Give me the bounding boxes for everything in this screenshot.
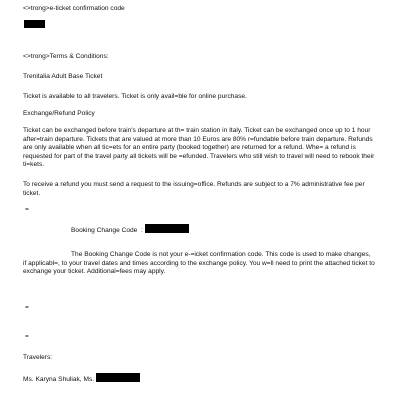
exchange-policy-text: Ticket can be exchanged before train's departure at th= train station in Italy. Ticket can be exchanged once up to 1 hour after=train departure. Tickets that are valued at more than 10 Euros are 80% r=fundable before train departure. Refunds are only available when all tic=ets for an entire party (booked together) are returned for a refund. Whe= a refund is requested for part of the travel party all tickets will be =efunded. Travelers who still wish to travel will need to rebook their ti=kets.: [23, 127, 375, 169]
availability-text: Ticket is available to all travelers. Ticket is only avail=ble for online purchase.: [23, 93, 247, 100]
travelers-names: Ms. Karyna Shuliak, Ms.: [23, 376, 95, 383]
marker-3: =: [25, 333, 29, 340]
booking-change-code-label: Booking Change Code :: [71, 227, 143, 234]
travelers-heading: Travelers:: [23, 354, 53, 361]
refund-text: To receive a refund you must send a request to the issuing=office. Refunds are subject to a 7% administrative fee per ticket.: [23, 181, 365, 197]
terms-heading: <>trong>Terms & Conditions:: [23, 53, 109, 60]
booking-change-code-row: [71, 224, 189, 236]
marker-2: =: [25, 304, 29, 311]
booking-code-explanation: The Booking Change Code is not your e-=icket confirmation code. This code is used to make changes, if applicabl=, to your travel dates and times according to the exchange policy. You w=ll need to print the attached ticket to exchange your ticket. Additional=fees may apply.: [23, 251, 375, 276]
redacted-confirmation-code: [24, 20, 45, 28]
redacted-booking-code: [145, 224, 189, 233]
redacted-traveler-name: [96, 373, 140, 382]
ticket-type: Trenitalia Adult Base Ticket: [23, 73, 103, 80]
marker-1: =: [25, 206, 29, 213]
confirmation-code-heading: <>trong>e-ticket confirmation code: [23, 5, 125, 12]
exchange-policy-heading: Exchange/Refund Policy: [23, 110, 95, 117]
travelers-names-row: [23, 373, 140, 385]
